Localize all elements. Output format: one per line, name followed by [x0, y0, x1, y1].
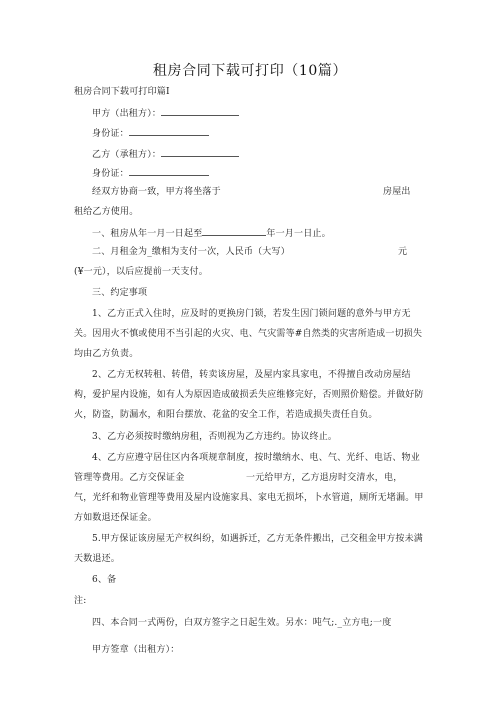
clause-2-text: 二、月租金为_缴相为支付一次，人民币（大写） [92, 247, 290, 257]
signature-line: 甲方签章（出租方）： [92, 645, 180, 655]
lessor-id-line [92, 126, 209, 140]
item-5-line-2: 天数退还。 [74, 554, 121, 564]
lessee-label: 乙方（承租方）： [92, 150, 162, 160]
clause-4: 四、本合同一式两份，白双方签字之日起生效。另水：吨气;._立方电;一度 [92, 618, 392, 628]
clause-1-blank [202, 226, 266, 236]
item-4-line-2-b: 一元给甲方，乙方退房时交清水，电， [246, 473, 403, 483]
item-1-line-2: 关。因用火不慎或使用不当引起的火灾、电、气灾需等#自然类的灾害所造成一切损失 [74, 329, 423, 339]
item-1-line-1: 1、乙方正式入住时，应及时的更换房门锁，若发生因门锁问题的意外与甲方无 [92, 309, 411, 319]
item-4-line-2-a: 管理等费用。乙方交保证金 [74, 473, 185, 483]
clause-1 [92, 226, 331, 240]
lessor-blank [161, 106, 239, 116]
page-title: 租房合同下载可打印（10篇） [152, 63, 348, 79]
clause-1-end: 年一月一日止。 [266, 229, 331, 239]
item-4-line-1: 4、乙方应遵守居住区内各项规章制度，按时缴纳水、电、气、光纤、电话、物业 [92, 453, 420, 463]
lessee-id-blank [129, 166, 209, 176]
lessee-blank [161, 147, 239, 157]
item-2-line-1: 2、乙方无权转租、转借，转卖该房屋，及屋内家具家电，不得擅自改动房屋结 [92, 370, 411, 380]
clause-2-unit: 元 [398, 247, 408, 257]
lessee-line [92, 147, 239, 161]
lessor-id-label: 身份证： [92, 129, 129, 139]
item-2-line-2: 构，爱护屋内设施，如有人为原因造成破损丢失应维修完好，否则照价赔偿。并做好防 [74, 390, 424, 400]
section-subtitle: 租房合同下载可打印篇I [74, 87, 170, 97]
intro-text-b: 房屋出 [383, 187, 411, 197]
item-5-line-1: 5.甲方保证该房屋无产权纠纷，如遇拆迁，乙方无条件搬出，己交租金甲方按未满 [92, 534, 423, 544]
lessor-label: 甲方（出租方）： [92, 109, 162, 119]
item-3: 3、乙方必须按时缴纳房租，否则视为乙方违约。协议终止。 [92, 432, 338, 442]
intro-text-a: 经双方协商一致，甲方将坐落于 [92, 187, 221, 197]
lessor-id-blank [129, 126, 209, 136]
clause-1-start: 一、租房从年一月一日起至 [92, 229, 203, 239]
lessee-id-label: 身份证： [92, 169, 129, 179]
item-6-note: 注: [74, 596, 87, 606]
item-6: 6、备 [92, 575, 117, 585]
item-4-line-4: 方如数退还保证金。 [74, 513, 157, 523]
clause-3-heading: 三、约定事项 [92, 288, 148, 298]
clause-2-cont: (¥一元），以后应提前一天支付。 [74, 267, 208, 277]
item-2-line-3: 火，防盗，防漏水，和阳台摆放、花盆的安全工作，若造成损失责任自负。 [74, 410, 378, 420]
item-4-line-3: 气，光纤和物业管理等费用及屋内设施家具、家电无损坏，卜水管道，厕所无堵漏。甲 [74, 493, 424, 503]
intro-text-c: 租给乙方使用。 [74, 207, 139, 217]
lessor-line [92, 106, 239, 120]
item-1-line-3: 均由乙方负责。 [74, 349, 139, 359]
lessee-id-line [92, 166, 209, 180]
